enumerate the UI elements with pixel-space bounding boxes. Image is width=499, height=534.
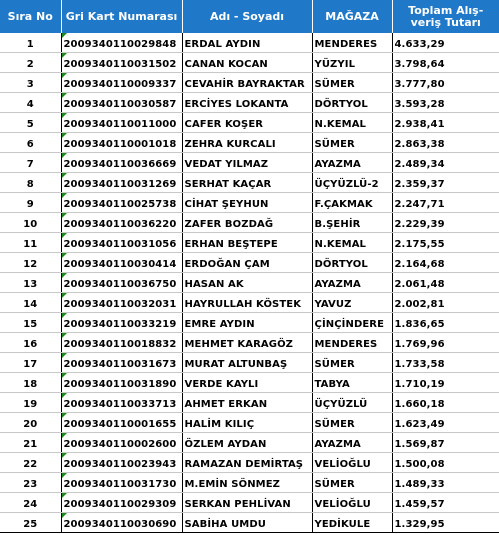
cell-name[interactable]: MEHMET KARAGÖZ	[182, 333, 312, 353]
cell-total[interactable]: 2.863,38	[392, 133, 499, 153]
table-row	[0, 113, 499, 133]
cell-sira-no[interactable]: 15	[0, 313, 61, 333]
cell-name[interactable]: CEVAHİR BAYRAKTAR	[182, 73, 312, 93]
cell-store[interactable]: ÜÇYÜZLÜ	[312, 393, 392, 413]
cell-sira-no[interactable]: 20	[0, 413, 61, 433]
table-row	[0, 373, 499, 393]
cell-sira-no[interactable]: 12	[0, 253, 61, 273]
cell-store[interactable]: N.KEMAL	[312, 113, 392, 133]
cell-card-number[interactable]: 2009340110031673	[61, 353, 182, 373]
cell-name[interactable]: EMRE AYDIN	[182, 313, 312, 333]
cell-store[interactable]: YEDİKULE	[312, 513, 392, 533]
cell-card-number[interactable]: 2009340110030690	[61, 513, 182, 533]
cell-name[interactable]: ERDOĞAN ÇAM	[182, 253, 312, 273]
cell-store[interactable]: VELİOĞLU	[312, 453, 392, 473]
cell-card-number[interactable]: 2009340110036669	[61, 153, 182, 173]
header-sira-no[interactable]: Sıra No	[0, 0, 61, 33]
table-row	[0, 53, 499, 73]
cell-store[interactable]: B.ŞEHİR	[312, 213, 392, 233]
cell-card-number[interactable]: 2009340110033219	[61, 313, 182, 333]
cell-card-number[interactable]: 2009340110001018	[61, 133, 182, 153]
cell-store[interactable]: DÖRTYOL	[312, 253, 392, 273]
cell-card-number[interactable]: 2009340110030587	[61, 93, 182, 113]
cell-sira-no[interactable]: 8	[0, 173, 61, 193]
cell-total[interactable]: 1.459,57	[392, 493, 499, 513]
cell-card-number[interactable]: 2009340110033713	[61, 393, 182, 413]
cell-card-number[interactable]: 2009340110029848	[61, 33, 182, 53]
cell-store[interactable]: MENDERES	[312, 333, 392, 353]
cell-name[interactable]: SERKAN PEHLİVAN	[182, 493, 312, 513]
header-card-number[interactable]: Gri Kart Numarası	[61, 0, 182, 33]
cell-sira-no[interactable]: 3	[0, 73, 61, 93]
cell-sira-no[interactable]: 7	[0, 153, 61, 173]
cell-total[interactable]: 4.633,29	[392, 33, 499, 53]
cell-sira-no[interactable]: 19	[0, 393, 61, 413]
table-row	[0, 433, 499, 453]
cell-store[interactable]: ÇİNÇİNDERE	[312, 313, 392, 333]
cell-sira-no[interactable]: 14	[0, 293, 61, 313]
cell-total[interactable]: 1.733,58	[392, 353, 499, 373]
cell-name[interactable]: ERHAN BEŞTEPE	[182, 233, 312, 253]
cell-total[interactable]: 2.175,55	[392, 233, 499, 253]
table-row	[0, 253, 499, 273]
cell-name[interactable]: M.EMİN SÖNMEZ	[182, 473, 312, 493]
cell-sira-no[interactable]: 1	[0, 33, 61, 53]
cell-store[interactable]: YAVUZ	[312, 293, 392, 313]
cell-total[interactable]: 2.247,71	[392, 193, 499, 213]
header-total-line2: veriş Tutarı	[410, 15, 481, 29]
cell-total[interactable]: 2.002,81	[392, 293, 499, 313]
cell-store[interactable]: SÜMER	[312, 353, 392, 373]
header-store[interactable]: MAĞAZA	[312, 0, 392, 33]
cell-total[interactable]: 1.710,19	[392, 373, 499, 393]
cell-sira-no[interactable]: 23	[0, 473, 61, 493]
header-total-line1: Toplam Alış-	[408, 3, 484, 17]
cell-sira-no[interactable]: 22	[0, 453, 61, 473]
cell-store[interactable]: VELİOĞLU	[312, 493, 392, 513]
cell-name[interactable]: SABİHA UMDU	[182, 513, 312, 533]
cell-total[interactable]: 2.938,41	[392, 113, 499, 133]
cell-name[interactable]: CAFER KOŞER	[182, 113, 312, 133]
cell-name[interactable]: AHMET ERKAN	[182, 393, 312, 413]
cell-sira-no[interactable]: 4	[0, 93, 61, 113]
cell-card-number[interactable]: 2009340110011000	[61, 113, 182, 133]
cell-name[interactable]: HALİM KILIÇ	[182, 413, 312, 433]
cell-total[interactable]: 2.489,34	[392, 153, 499, 173]
cell-card-number[interactable]: 2009340110036750	[61, 273, 182, 293]
cell-store[interactable]: AYAZMA	[312, 433, 392, 453]
table-row	[0, 233, 499, 253]
cell-total[interactable]: 2.359,37	[392, 173, 499, 193]
cell-sira-no[interactable]: 25	[0, 513, 61, 533]
cell-card-number[interactable]: 2009340110030414	[61, 253, 182, 273]
cell-total[interactable]: 1.500,08	[392, 453, 499, 473]
cell-sira-no[interactable]: 5	[0, 113, 61, 133]
cell-card-number[interactable]: 2009340110025738	[61, 193, 182, 213]
cell-sira-no[interactable]: 21	[0, 433, 61, 453]
table-row	[0, 353, 499, 373]
cell-card-number[interactable]: 2009340110031056	[61, 233, 182, 253]
cell-total[interactable]: 2.229,39	[392, 213, 499, 233]
cell-sira-no[interactable]: 9	[0, 193, 61, 213]
cell-sira-no[interactable]: 16	[0, 333, 61, 353]
cell-name[interactable]: ZEHRA KURCALI	[182, 133, 312, 153]
cell-name[interactable]: ERCİYES LOKANTA	[182, 93, 312, 113]
cell-name[interactable]: CİHAT ŞEYHUN	[182, 193, 312, 213]
cell-card-number[interactable]: 2009340110018832	[61, 333, 182, 353]
cell-total[interactable]: 3.798,64	[392, 53, 499, 73]
cell-total[interactable]: 1.769,96	[392, 333, 499, 353]
cell-card-number[interactable]: 2009340110036220	[61, 213, 182, 233]
cell-store[interactable]: ÜÇYÜZLÜ-2	[312, 173, 392, 193]
cell-store[interactable]: TABYA	[312, 373, 392, 393]
header-total-text	[408, 5, 483, 29]
cell-name[interactable]: HAYRULLAH KÖSTEK	[182, 293, 312, 313]
cell-name[interactable]: SERHAT KAÇAR	[182, 173, 312, 193]
table-row	[0, 133, 499, 153]
table-row	[0, 333, 499, 353]
table-row	[0, 413, 499, 433]
cell-total[interactable]: 3.777,80	[392, 73, 499, 93]
table-row	[0, 273, 499, 293]
table-row	[0, 213, 499, 233]
cell-card-number[interactable]: 2009340110023943	[61, 453, 182, 473]
cell-store[interactable]: SÜMER	[312, 473, 392, 493]
cell-sira-no[interactable]: 11	[0, 233, 61, 253]
table-row	[0, 73, 499, 93]
cell-total[interactable]: 1.569,87	[392, 433, 499, 453]
table-row	[0, 93, 499, 113]
table-row	[0, 453, 499, 473]
header-name[interactable]: Adı - Soyadı	[182, 0, 312, 33]
cell-name[interactable]: ÖZLEM AYDAN	[182, 433, 312, 453]
cell-total[interactable]: 1.623,49	[392, 413, 499, 433]
table-row	[0, 493, 499, 513]
cell-total[interactable]: 1.329,95	[392, 513, 499, 533]
cell-total[interactable]: 1.489,33	[392, 473, 499, 493]
cell-store[interactable]: AYAZMA	[312, 153, 392, 173]
header-total[interactable]	[392, 0, 499, 33]
cell-store[interactable]: SÜMER	[312, 413, 392, 433]
cell-sira-no[interactable]: 10	[0, 213, 61, 233]
cell-sira-no[interactable]: 6	[0, 133, 61, 153]
table-row	[0, 513, 499, 533]
table-row	[0, 393, 499, 413]
cell-sira-no[interactable]: 18	[0, 373, 61, 393]
cell-name[interactable]: ZAFER BOZDAĞ	[182, 213, 312, 233]
cell-sira-no[interactable]: 2	[0, 53, 61, 73]
cell-card-number[interactable]: 2009340110031502	[61, 53, 182, 73]
table-row	[0, 293, 499, 313]
table-row	[0, 473, 499, 493]
cell-card-number[interactable]: 2009340110029309	[61, 493, 182, 513]
cell-name[interactable]: ERDAL AYDIN	[182, 33, 312, 53]
table-row	[0, 193, 499, 213]
cell-name[interactable]: CANAN KOCAN	[182, 53, 312, 73]
cell-store[interactable]: DÖRTYOL	[312, 93, 392, 113]
cell-card-number[interactable]: 2009340110031269	[61, 173, 182, 193]
cell-name[interactable]: HASAN AK	[182, 273, 312, 293]
cell-card-number[interactable]: 2009340110001655	[61, 413, 182, 433]
cell-sira-no[interactable]: 13	[0, 273, 61, 293]
table-row	[0, 33, 499, 53]
table-row	[0, 153, 499, 173]
cell-name[interactable]: VEDAT YILMAZ	[182, 153, 312, 173]
cell-total[interactable]: 2.061,48	[392, 273, 499, 293]
cell-card-number[interactable]: 2009340110032031	[61, 293, 182, 313]
cell-name[interactable]: RAMAZAN DEMİRTAŞ	[182, 453, 312, 473]
cell-total[interactable]: 3.593,28	[392, 93, 499, 113]
cell-sira-no[interactable]: 24	[0, 493, 61, 513]
cell-card-number[interactable]: 2009340110031890	[61, 373, 182, 393]
cell-store[interactable]: SÜMER	[312, 133, 392, 153]
cell-store[interactable]: SÜMER	[312, 73, 392, 93]
cell-store[interactable]: YÜZYIL	[312, 53, 392, 73]
header-row	[0, 0, 499, 33]
cell-total[interactable]: 1.660,18	[392, 393, 499, 413]
cell-card-number[interactable]: 2009340110002600	[61, 433, 182, 453]
cell-store[interactable]: N.KEMAL	[312, 233, 392, 253]
cell-total[interactable]: 2.164,68	[392, 253, 499, 273]
table-row	[0, 173, 499, 193]
cell-name[interactable]: VERDE KAYLI	[182, 373, 312, 393]
cell-store[interactable]: AYAZMA	[312, 273, 392, 293]
cell-card-number[interactable]: 2009340110031730	[61, 473, 182, 493]
table-row	[0, 313, 499, 333]
cell-total[interactable]: 1.836,65	[392, 313, 499, 333]
cell-store[interactable]: F.ÇAKMAK	[312, 193, 392, 213]
cell-card-number[interactable]: 2009340110009337	[61, 73, 182, 93]
cell-store[interactable]: MENDERES	[312, 33, 392, 53]
cell-sira-no[interactable]: 17	[0, 353, 61, 373]
cell-name[interactable]: MURAT ALTUNBAŞ	[182, 353, 312, 373]
